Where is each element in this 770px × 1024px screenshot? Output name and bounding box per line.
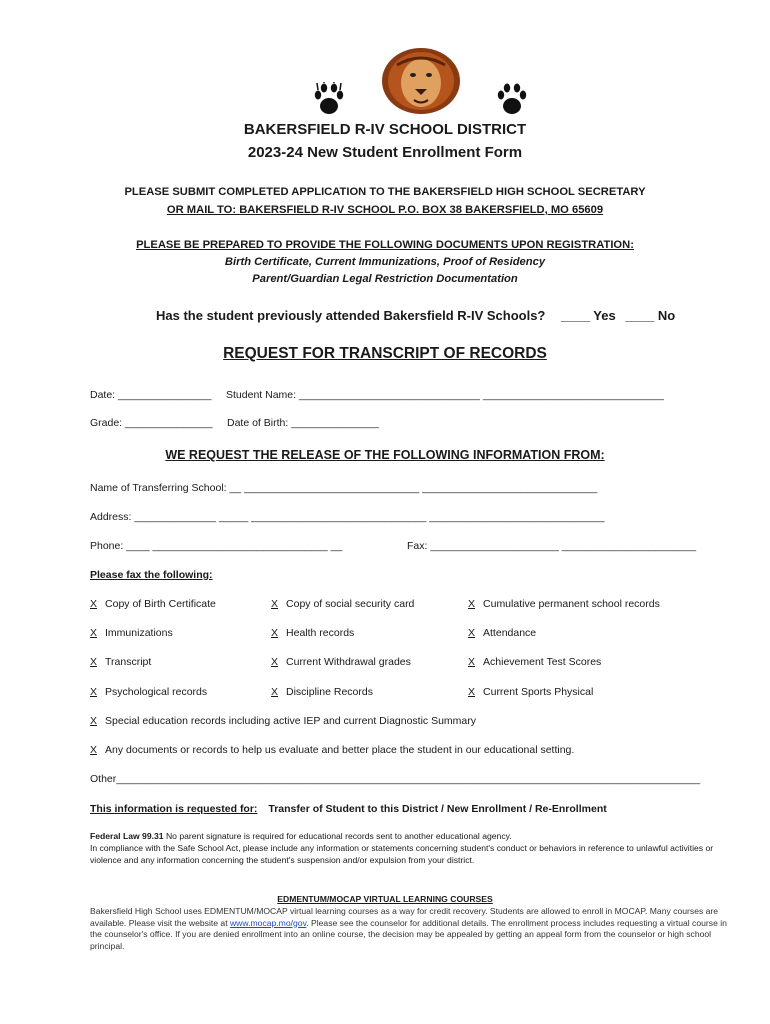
- date-of-birth-field[interactable]: Date of Birth: _______________: [227, 417, 379, 429]
- date-field[interactable]: Date: ________________: [90, 389, 212, 401]
- checklist-item[interactable]: [90, 656, 151, 668]
- edmentum-text-2: . Please see the counselor for additional details. The enrollment process includes requesting a virtual course in the counselor's office. If you are denied enrollment into an online course, the decision may be appealed by getting an appeal form from the counselor or high school principal.: [90, 917, 727, 951]
- paw-print-icon-left: [313, 82, 345, 116]
- check-mark: X: [90, 627, 98, 639]
- check-mark: X: [90, 686, 98, 698]
- checklist-label: Health records: [286, 627, 355, 639]
- address-field[interactable]: Address: ______________ _____ ______________________________ ______________________________: [90, 511, 605, 523]
- documents-heading: PLEASE BE PREPARED TO PROVIDE THE FOLLOWING DOCUMENTS UPON REGISTRATION:: [136, 239, 634, 251]
- federal-law-text: No parent signature is required for educational records sent to another educational agency.: [163, 831, 512, 841]
- checklist-label: Psychological records: [105, 686, 208, 698]
- check-mark: X: [90, 715, 98, 727]
- safe-school-note: In compliance with the Safe School Act, please include any information or statements concerning student's conduct or behaviors in reference to unlawful activities or violence and any information concerning the student's suspension and/or expulsion from your district.: [90, 843, 714, 865]
- check-mark: X: [468, 686, 476, 698]
- edmentum-heading: EDMENTUM/MOCAP VIRTUAL LEARNING COURSES: [277, 894, 493, 904]
- transcript-title: REQUEST FOR TRANSCRIPT OF RECORDS: [223, 345, 547, 362]
- lion-mascot-icon: [381, 45, 461, 115]
- check-mark: X: [90, 744, 98, 756]
- checklist-item[interactable]: [90, 598, 216, 610]
- special-education-label: Special education records including active IEP and current Diagnostic Summary: [105, 715, 477, 727]
- federal-law-note: [90, 831, 730, 843]
- mail-address: OR MAIL TO: BAKERSFIELD R-IV SCHOOL P.O. BOX 38 BAKERSFIELD, MO 65609: [166, 204, 604, 216]
- attended-question-text: Has the student previously attended Bakersfield R-IV Schools?: [156, 308, 546, 323]
- checklist-item[interactable]: [271, 627, 354, 639]
- fax-following-label: Please fax the following:: [90, 569, 213, 581]
- phone-field[interactable]: Phone: ____ ______________________________ __: [90, 540, 343, 552]
- form-title: 2023-24 New Student Enrollment Form: [247, 144, 523, 161]
- special-education-item[interactable]: [90, 715, 476, 727]
- check-mark: X: [468, 656, 476, 668]
- no-option[interactable]: ____ No: [625, 308, 676, 323]
- fax-field[interactable]: Fax: ______________________ _______________________: [407, 540, 697, 552]
- checklist-label: Copy of Birth Certificate: [105, 598, 216, 610]
- requested-for-value: Transfer of Student to this District / New Enrollment / Re-Enrollment: [268, 803, 607, 815]
- check-mark: X: [271, 656, 279, 668]
- checklist-label: Attendance: [483, 627, 537, 639]
- check-mark: X: [271, 686, 279, 698]
- submit-instruction: PLEASE SUBMIT COMPLETED APPLICATION TO THE BAKERSFIELD HIGH SCHOOL SECRETARY: [124, 186, 646, 198]
- district-name: BAKERSFIELD R-IV SCHOOL DISTRICT: [243, 121, 527, 138]
- checklist-label: Cumulative permanent school records: [483, 598, 660, 610]
- checklist-item[interactable]: [468, 627, 536, 639]
- documents-list-1: Birth Certificate, Current Immunizations, Proof of Residency: [224, 256, 546, 268]
- checklist-label: Transcript: [105, 656, 152, 668]
- checklist-item[interactable]: [90, 686, 207, 698]
- release-heading: WE REQUEST THE RELEASE OF THE FOLLOWING INFORMATION FROM:: [165, 448, 605, 462]
- any-documents-item[interactable]: [90, 744, 574, 756]
- edmentum-paragraph: [90, 906, 730, 952]
- check-mark: X: [90, 656, 98, 668]
- checklist-label: Copy of social security card: [286, 598, 415, 610]
- checklist-item[interactable]: [271, 686, 373, 698]
- checklist-item[interactable]: [468, 656, 601, 668]
- grade-field[interactable]: Grade: _______________: [90, 417, 213, 429]
- mocap-website-link[interactable]: www.mocap.mo/gov: [229, 917, 307, 928]
- checklist-item[interactable]: [271, 598, 414, 610]
- any-documents-label: Any documents or records to help us evaluate and better place the student in our educational setting.: [105, 744, 575, 756]
- attended-question: [156, 308, 675, 323]
- checklist-item[interactable]: [468, 686, 593, 698]
- checklist-label: Achievement Test Scores: [483, 656, 602, 668]
- federal-law-title: Federal Law 99.31: [90, 831, 164, 841]
- student-name-field[interactable]: Student Name: _______________________________ _______________________________: [226, 389, 664, 401]
- edmentum-text-1: Bakersfield High School uses EDMENTUM/MOCAP virtual learning courses as a way for credit recovery. Students are allowed to enroll in MOCAP. Many courses are available. Please visit the website at: [90, 906, 719, 928]
- checklist-label: Current Sports Physical: [483, 686, 594, 698]
- check-mark: X: [468, 598, 476, 610]
- check-mark: X: [90, 598, 98, 610]
- check-mark: X: [468, 627, 476, 639]
- checklist-item[interactable]: [90, 627, 173, 639]
- transferring-school-field[interactable]: Name of Transferring School: __ ______________________________ ______________________________: [90, 482, 598, 494]
- yes-option[interactable]: ____ Yes: [561, 308, 616, 323]
- check-mark: X: [271, 627, 279, 639]
- paw-print-icon-right: [496, 82, 528, 116]
- check-mark: X: [271, 598, 279, 610]
- requested-for-label: This information is requested for:: [90, 803, 258, 815]
- checklist-label: Current Withdrawal grades: [286, 656, 411, 668]
- checklist-item[interactable]: [468, 598, 660, 610]
- documents-list-2: Parent/Guardian Legal Restriction Documentation: [252, 273, 518, 285]
- other-field[interactable]: Other____________________________________________________________________________________________________: [90, 773, 701, 785]
- checklist-label: Discipline Records: [286, 686, 373, 698]
- checklist-item[interactable]: [271, 656, 411, 668]
- checklist-label: Immunizations: [105, 627, 173, 639]
- requested-for: [90, 803, 607, 815]
